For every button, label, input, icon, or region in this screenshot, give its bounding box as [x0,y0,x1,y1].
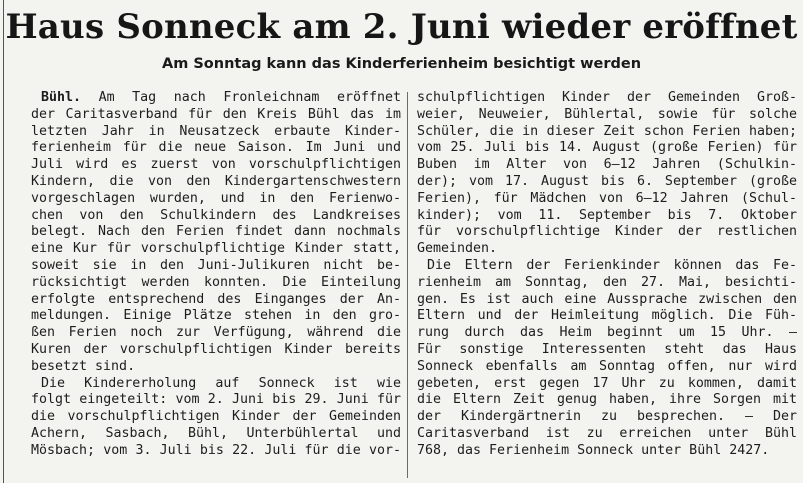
text-line: chen von den Schulkindern des Landkreises [31,207,401,223]
text-line: schulpflichtigen Kinder der Gemeinden Groß- [417,90,797,105]
text-line: der); vom 17. August bis 6. September (große [417,173,797,189]
text-line: 768, das Ferienheim Sonneck unter Bühl 2427. [417,442,770,458]
text-line: meldungen. Einige Plätze stehen in den gro- [31,308,401,324]
text-line: weier, Neuweier, Bühlertal, sowie für solche [417,106,797,122]
dateline: Bühl. [41,90,82,105]
text-line: Kindern, die von den Kindergartenschwestern [31,173,401,189]
text-line: Sonneck ebenfalls am Sonntag offen, nur wird [417,358,797,374]
text-line: Die Eltern der Ferienkinder können das Fe- [427,257,797,273]
text-line: Kuren der vorschulpflichtigen Kinder bereits [31,341,401,357]
text-line: besetzt sind. [31,358,136,374]
text-line: belegt. Nach den Ferien findet dann nochmals [31,224,401,240]
column-divider [407,92,408,478]
line-text: Am Tag nach Fronleichnam eröffnet [98,90,401,105]
text-line: Gemeinden. [417,241,498,257]
text-line: Die Kindererholung auf Sonneck ist wie [41,375,401,391]
text-line [31,90,401,107]
text-line: Buben im Alter von 6—12 Jahren (Schulkin- [417,157,797,173]
text-line: letzten Jahr in Neusatzeck erbaute Kinder- [31,123,401,139]
text-line: ßen Ferien noch zur Verfügung, während die [31,325,401,341]
left-column [31,90,401,460]
text-line: gebeten, erst gegen 17 Uhr zu kommen, damit [417,375,797,391]
text-line: Achern, Sasbach, Bühl, Unterbühlertal und [31,425,401,441]
text-line: soweit sie in den Juni-Julikuren nicht be- [31,257,401,273]
text-line: der Caritasverband für den Kreis Bühl das im [31,106,401,122]
text-line: Eltern und der Heimleitung möglich. Die Füh- [417,308,797,324]
right-column [417,90,797,460]
text-line: kinder); vom 11. September bis 7. Oktober [417,207,797,223]
text-line: erfolgte entsprechend des Einganges der An- [31,291,401,307]
text-line: eine Kur für vorschulpflichtige Kinder statt, [31,241,401,257]
text-line: rienheim am Sonntag, den 27. Mai, besichti- [417,274,797,290]
subheadline: Am Sonntag kann das Kinderferienheim besichtigt werden [161,56,642,72]
text-line: die vorschulpflichtigen Kinder der Gemeinden [31,409,401,425]
text-line: Für sonstige Interessenten steht das Haus [417,341,797,357]
text-line: rung durch das Heim beginnt um 15 Uhr. — [417,325,797,341]
text-line: ferienheim für die neue Saison. Im Juni und [31,140,401,156]
text-line: vorgeschlagen wurden, und in den Ferienwo- [31,190,401,206]
text-line: Schüler, die in dieser Zeit schon Ferien haben; [417,123,797,139]
text-line: der Kindergärtnerin zu besprechen. — Der [417,409,797,425]
text-line: für vorschulpflichtige Kinder der restlichen [417,224,797,240]
headline: Haus Sonneck am 2. Juni wieder eröffnet [5,7,798,47]
text-line: Ferien), für Mädchen von 6—12 Jahren (Schul- [417,190,797,206]
text-line: Juli wird es zuerst von vorschulpflichtigen [31,157,401,173]
text-line: vom 25. Juli bis 14. August (große Ferien) für [417,140,797,156]
text-line: Mösbach; vom 3. Juli bis 22. Juli für die vor- [31,442,401,458]
text-line: die Eltern Zeit genug haben, ihre Sorgen mit [417,392,797,408]
text-line: gen. Es ist auch eine Aussprache zwischen den [417,291,797,307]
text-line: Caritasverband ist zu erreichen unter Bühl [417,425,797,441]
text-line: rücksichtigt werden konnten. Die Einteilung [31,274,401,290]
text-line: folgt eingeteilt: vom 2. Juni bis 29. Juni für [31,392,401,408]
